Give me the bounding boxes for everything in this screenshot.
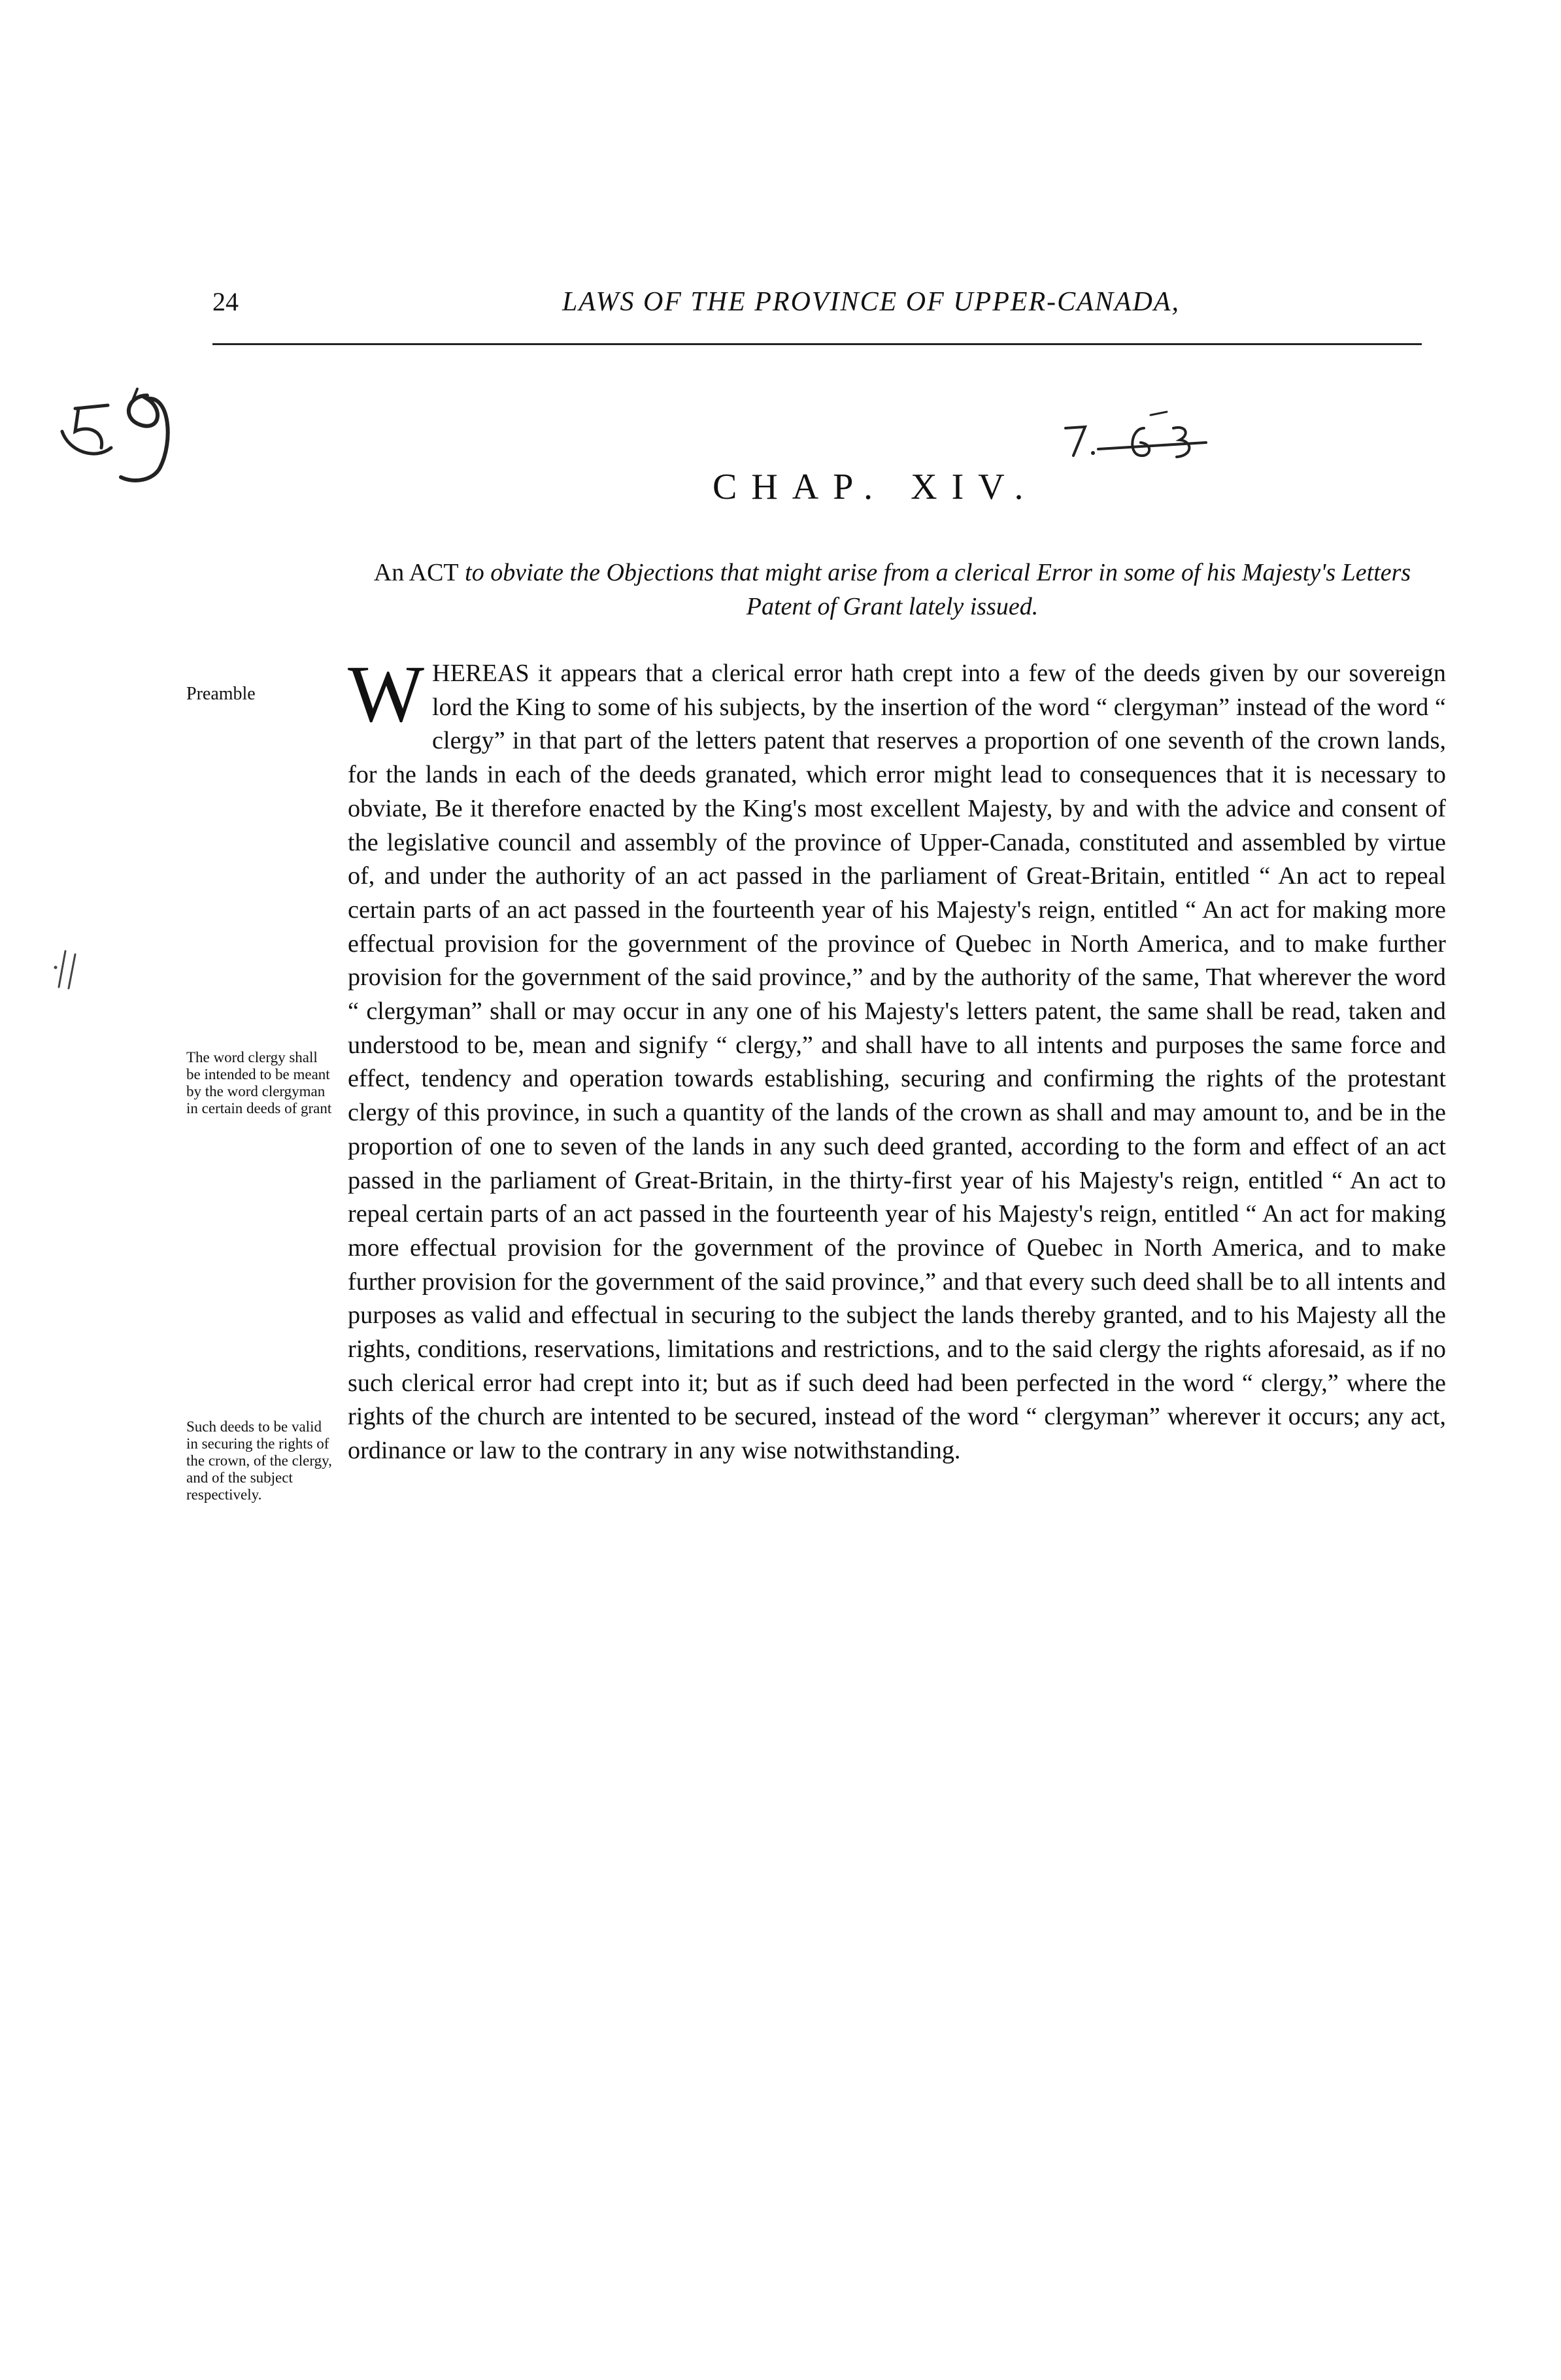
opening-word: HEREAS	[432, 660, 529, 687]
header-rule	[212, 343, 1422, 345]
act-title-rest: to obviate the Objections that might arise from a clerical Error in some of his Majesty's Letters Patent of Grant lately issued.	[465, 559, 1411, 620]
act-title-lead: An ACT	[373, 559, 459, 586]
page-number: 24	[212, 287, 239, 316]
act-body-paragraph: it appears that a clerical error hath crept into a few of the deeds given by our sovereign lord the King to some of his subjects, by the insertion of the word “ clergyman” instead of the word “ clergy” in that part of the letters patent that reserves a proportion of one seventh of the crown lands, for the lands in each of the deeds granated, which error might lead to consequences that it is necessary to obviate, Be it therefore enacted by the King's most excellent Majesty, by and with the advice and consent of the legislative council and assembly of the province of Upper-Canada, constituted and assembled by virtue of, and under the authority of an act passed in the parliament of Great-Britain, entitled “ An act to repeal certain parts of an act passed in the fourteenth year of his Majesty's reign, entitled “ An act for making more effectual provision for the government of the province of Quebec in North America, and to make further provision for the government of the said province,” and by the authority of the same, That wherever the word “ clergyman” shall or may occur in any one of his Majesty's letters patent, the same shall be read, taken and understood to be, mean and signify “ clergy,” and shall have to all intents and purposes the same force and effect, tendency and operation towards establishing, securing and confirming the rights of the protestant clergy of this province, in such a quantity of the lands of the crown as shall and may amount to, and be in the proportion of one to seven of the lands in any such deed granted, according to the form and effect of an act passed in the parliament of Great-Britain, in the thirty-first year of his Majesty's reign, entitled “ An act to repeal certain parts of an act passed in the fourteenth year of his Majesty's reign, entitled “ An act for making more effectual provision for the government of the province of Quebec in North America, and to make further provision for the government of the said province,” and that every such deed shall be to all intents and purposes as valid and effectual in securing to the subject the lands thereby granted, and to his Majesty all the rights, conditions, reservations, limitations and restrictions, and to the said clergy the rights aforesaid, as if no such clerical error had crept into it; but as if such deed had been perfected in the word “ clergy,” where the rights of the church are intented to be secured, instead of the word “ clergyman” wherever it occurs; any act, ordinance or law to the contrary in any wise notwithstanding.	[348, 660, 1446, 1465]
marginal-note-preamble: Preamble	[186, 684, 256, 704]
marginal-note-deeds-valid: Such deeds to be valid in securing the rights of the crown, of the clergy, and of the subject respectively.	[186, 1418, 332, 1503]
marginal-note-clergy-word: The word clergy shall be intended to be meant by the word clergyman in certain deeds of grant	[186, 1049, 332, 1116]
chapter-heading: CHAP. XIV.	[713, 467, 1038, 507]
running-head	[0, 282, 1561, 335]
act-body-text	[348, 649, 1446, 1468]
act-title	[340, 556, 1445, 624]
archive-stamp-mark	[49, 369, 199, 487]
running-title: LAWS OF THE PROVINCE OF UPPER-CANADA,	[562, 287, 1180, 317]
drop-cap: W	[348, 649, 425, 739]
handwritten-number-note	[1059, 409, 1216, 467]
margin-pencil-mark	[42, 948, 82, 994]
